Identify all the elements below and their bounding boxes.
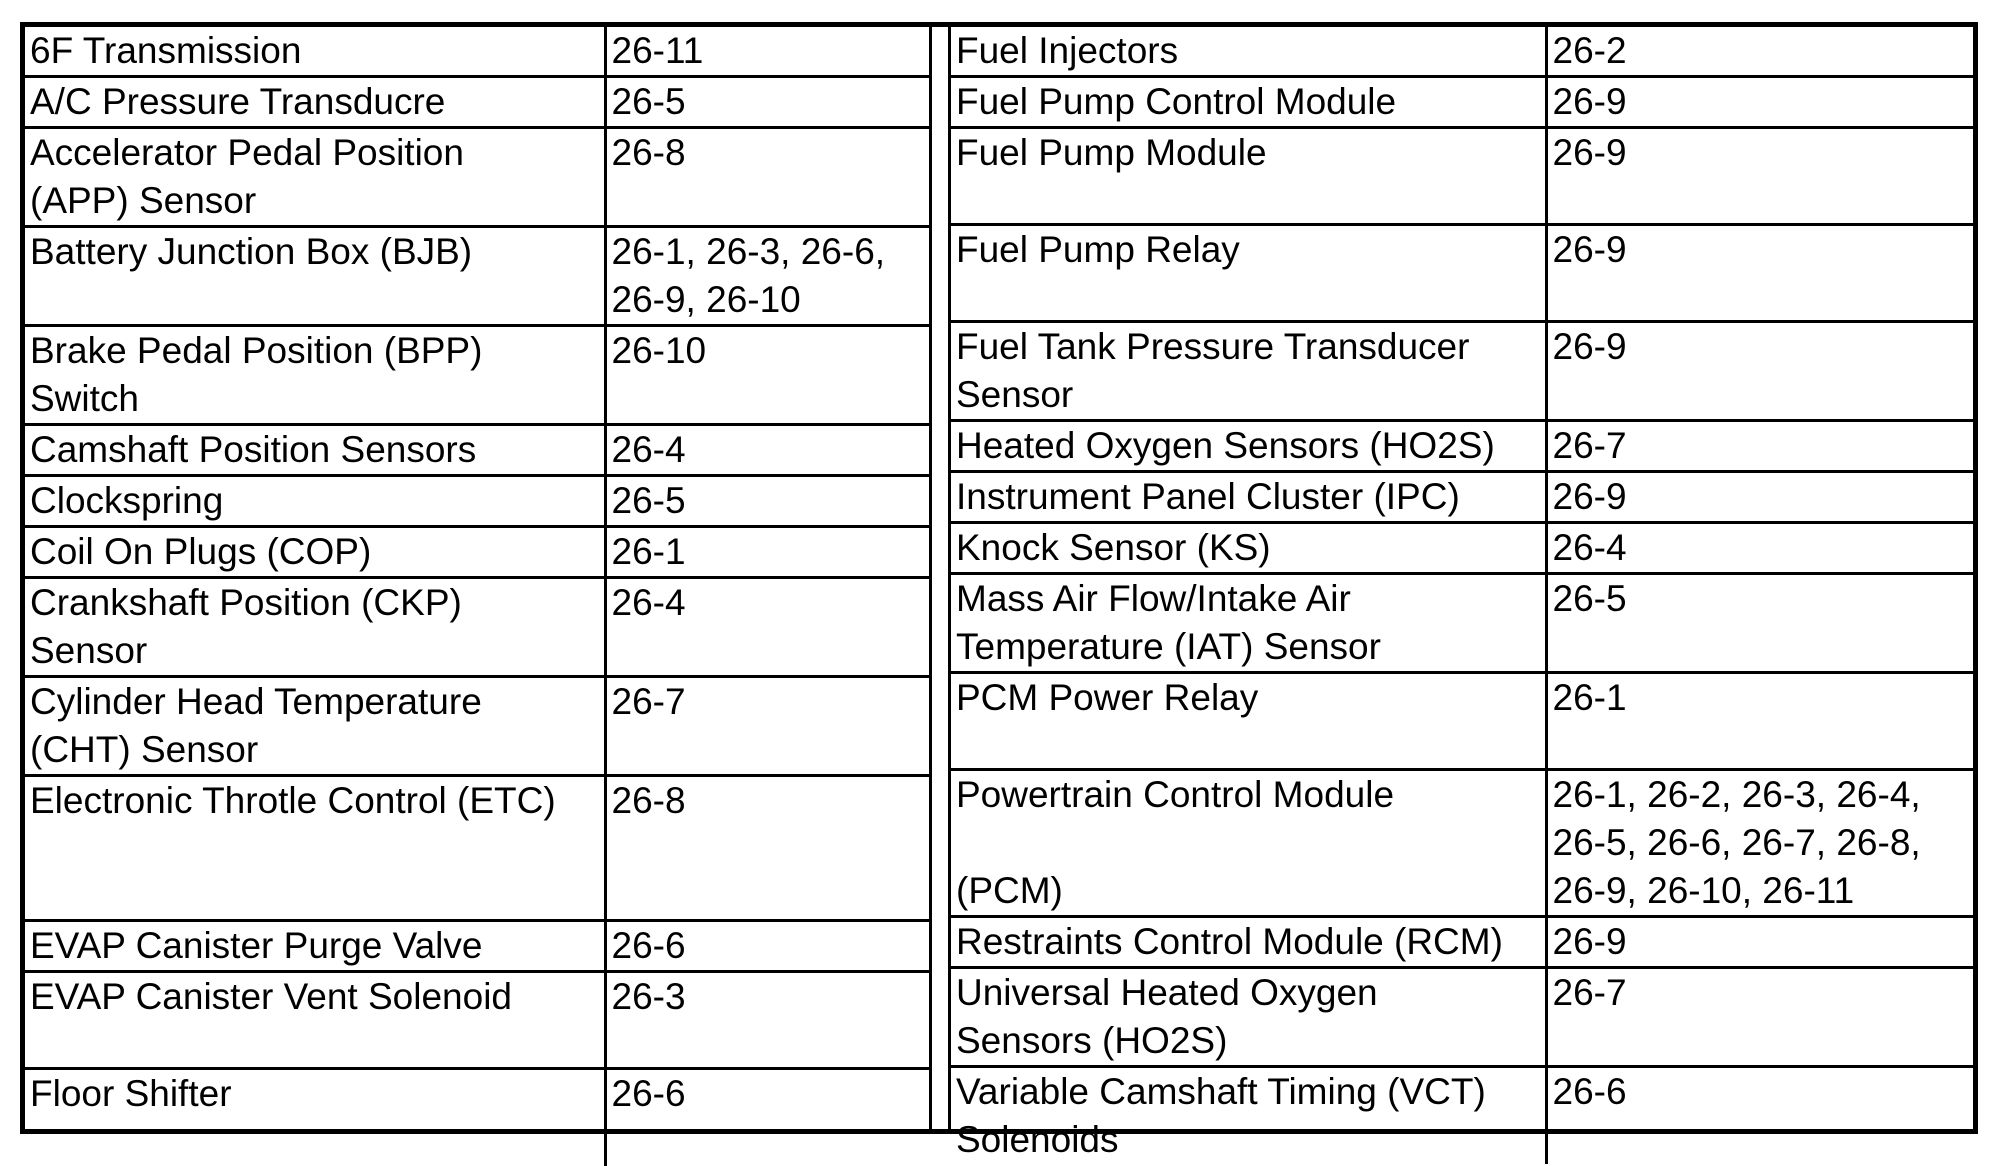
component-name-cell <box>951 225 1546 322</box>
component-name: Sensors (HO2S) <box>956 1020 1228 1061</box>
index-left-half <box>25 27 929 1129</box>
component-name: Coil On Plugs (COP) <box>30 531 372 572</box>
column-gutter <box>929 27 951 1129</box>
component-name: 6F Transmission <box>30 30 302 71</box>
page-reference-cell <box>605 972 929 1069</box>
table-row <box>25 27 929 77</box>
component-name: Fuel Pump Relay <box>956 229 1240 270</box>
component-name-cell <box>25 527 605 578</box>
page-reference: 26-4 <box>611 429 686 470</box>
component-name: (CHT) Sensor <box>30 729 259 770</box>
component-name-cell <box>951 523 1546 574</box>
component-name-cell <box>951 968 1546 1067</box>
page-reference: 26-8 <box>611 132 686 173</box>
component-name: Restraints Control Module (RCM) <box>956 921 1503 962</box>
component-name: PCM Power Relay <box>956 677 1259 718</box>
table-row <box>951 917 1973 968</box>
table-row <box>951 1067 1973 1165</box>
page-reference-cell <box>605 921 929 972</box>
table-row <box>25 776 929 921</box>
table-row <box>25 972 929 1069</box>
table-row <box>951 27 1973 77</box>
component-name: Sensor <box>30 630 148 671</box>
component-name: Mass Air Flow/Intake Air <box>956 578 1351 619</box>
table-row <box>25 476 929 527</box>
component-name: Sensor <box>956 374 1074 415</box>
page-reference-cell <box>1546 27 1973 77</box>
component-name: Electronic Throtle Control (ETC) <box>30 780 556 821</box>
component-name: Temperature (IAT) Sensor <box>956 626 1381 667</box>
page-reference-cell <box>1546 1067 1973 1165</box>
page-reference-cell <box>1546 917 1973 968</box>
component-name-cell <box>25 578 605 677</box>
component-name: EVAP Canister Vent Solenoid <box>30 976 512 1017</box>
component-name-cell <box>25 476 605 527</box>
component-name-cell <box>25 326 605 425</box>
component-name-cell <box>951 77 1546 128</box>
page-reference-cell <box>605 776 929 921</box>
page-reference-cell <box>1546 77 1973 128</box>
table-row <box>25 77 929 128</box>
table-row <box>25 227 929 326</box>
component-name: Fuel Pump Module <box>956 132 1267 173</box>
component-name: Crankshaft Position (CKP) <box>30 582 462 623</box>
component-name-cell <box>25 776 605 921</box>
page-reference-cell <box>605 425 929 476</box>
table-row <box>25 677 929 776</box>
page-reference: 26-9, 26-10 <box>611 279 801 320</box>
page-reference: 26-9 <box>1552 476 1627 517</box>
table-row <box>25 425 929 476</box>
page-reference: 26-9, 26-10, 26-11 <box>1552 870 1855 911</box>
table-row <box>951 968 1973 1067</box>
page-reference: 26-1 <box>1552 677 1627 718</box>
component-name-cell <box>25 128 605 227</box>
component-name-cell <box>25 425 605 476</box>
component-name-cell <box>951 421 1546 472</box>
page-reference: 26-9 <box>1552 921 1627 962</box>
component-name: Fuel Pump Control Module <box>956 81 1397 122</box>
component-name: Camshaft Position Sensors <box>30 429 477 470</box>
table-row <box>25 578 929 677</box>
page-reference: 26-10 <box>611 330 707 371</box>
page-reference-cell <box>1546 472 1973 523</box>
page-reference-cell <box>1546 968 1973 1067</box>
component-name: Variable Camshaft Timing (VCT) <box>956 1071 1486 1112</box>
component-name-cell <box>951 770 1546 917</box>
page-reference-cell <box>605 77 929 128</box>
page-reference-cell <box>1546 128 1973 225</box>
page-reference-cell <box>605 128 929 227</box>
page-reference: 26-6 <box>611 925 686 966</box>
page-reference: 26-7 <box>611 681 686 722</box>
component-name-cell <box>25 77 605 128</box>
component-name-cell <box>951 128 1546 225</box>
component-name: Battery Junction Box (BJB) <box>30 231 473 272</box>
component-name: Fuel Tank Pressure Transducer <box>956 326 1470 367</box>
component-name: Accelerator Pedal Position <box>30 132 464 173</box>
component-name-cell <box>951 574 1546 673</box>
table-row <box>25 527 929 578</box>
component-name: Instrument Panel Cluster (IPC) <box>956 476 1460 517</box>
component-name-cell <box>951 1067 1546 1165</box>
table-row <box>25 1069 929 1166</box>
page-reference-cell <box>1546 322 1973 421</box>
page-reference-cell <box>605 326 929 425</box>
page-reference: 26-5 <box>611 81 686 122</box>
component-name: Solenoids <box>956 1119 1119 1160</box>
component-name: Brake Pedal Position (BPP) <box>30 330 483 371</box>
table-row <box>951 322 1973 421</box>
component-name: (PCM) <box>956 870 1063 911</box>
page-reference: 26-5 <box>1552 578 1627 619</box>
table-row <box>951 574 1973 673</box>
page-reference: 26-8 <box>611 780 686 821</box>
component-name: Knock Sensor (KS) <box>956 527 1271 568</box>
component-name: Clockspring <box>30 480 224 521</box>
page-reference: 26-3 <box>611 976 686 1017</box>
page-reference: 26-1, 26-2, 26-3, 26-4, <box>1552 774 1921 815</box>
table-row <box>951 770 1973 917</box>
page-reference-cell <box>1546 421 1973 472</box>
page-reference-cell <box>1546 574 1973 673</box>
component-name: (APP) Sensor <box>30 180 257 221</box>
table-row <box>951 128 1973 225</box>
component-name: Powertrain Control Module <box>956 774 1395 815</box>
component-name-cell <box>25 1069 605 1166</box>
component-name-cell <box>951 673 1546 770</box>
component-name-cell <box>25 227 605 326</box>
page-reference: 26-5 <box>611 480 686 521</box>
table-row <box>25 326 929 425</box>
page-reference-cell <box>605 227 929 326</box>
component-name-cell <box>951 322 1546 421</box>
page-reference-cell <box>1546 523 1973 574</box>
component-name-cell <box>25 921 605 972</box>
page-reference: 26-9 <box>1552 132 1627 173</box>
index-table-right <box>951 27 1973 1164</box>
component-name-cell <box>25 677 605 776</box>
page-reference: 26-7 <box>1552 425 1627 466</box>
table-row <box>951 77 1973 128</box>
component-name-cell <box>25 27 605 77</box>
component-name: Switch <box>30 378 139 419</box>
component-name: A/C Pressure Transducre <box>30 81 446 122</box>
page-reference-cell <box>605 1069 929 1166</box>
page-reference: 26-9 <box>1552 326 1627 367</box>
component-name-cell <box>951 472 1546 523</box>
page-reference-cell <box>605 578 929 677</box>
component-name: Heated Oxygen Sensors (HO2S) <box>956 425 1495 466</box>
table-row <box>951 421 1973 472</box>
page-reference: 26-5, 26-6, 26-7, 26-8, <box>1552 822 1921 863</box>
page-reference: 26-9 <box>1552 81 1627 122</box>
index-table-left <box>25 27 929 1166</box>
component-index-table <box>20 22 1978 1160</box>
component-name-cell <box>951 917 1546 968</box>
component-name-cell <box>951 27 1546 77</box>
page-reference: 26-4 <box>1552 527 1627 568</box>
table-row <box>25 921 929 972</box>
page-reference-cell <box>1546 225 1973 322</box>
component-name: Floor Shifter <box>30 1073 232 1114</box>
page-reference: 26-1, 26-3, 26-6, <box>611 231 886 272</box>
page-reference: 26-11 <box>611 30 704 71</box>
table-row <box>951 472 1973 523</box>
index-right-half <box>951 27 1973 1160</box>
page-reference-cell <box>605 476 929 527</box>
table-row <box>951 225 1973 322</box>
page-reference-cell <box>1546 770 1973 917</box>
page-reference: 26-1 <box>611 531 686 572</box>
component-name: Universal Heated Oxygen <box>956 972 1378 1013</box>
component-name: Cylinder Head Temperature <box>30 681 482 722</box>
page-reference-cell <box>1546 673 1973 770</box>
page-reference-cell <box>605 527 929 578</box>
page-reference-cell <box>605 677 929 776</box>
page-reference: 26-2 <box>1552 30 1627 71</box>
table-row <box>951 673 1973 770</box>
page-reference: 26-6 <box>1552 1071 1627 1112</box>
table-row <box>25 128 929 227</box>
component-name: Fuel Injectors <box>956 30 1179 71</box>
page-reference: 26-9 <box>1552 229 1627 270</box>
table-row <box>951 523 1973 574</box>
page-reference: 26-7 <box>1552 972 1627 1013</box>
component-name-cell <box>25 972 605 1069</box>
page-reference: 26-6 <box>611 1073 686 1114</box>
component-name: EVAP Canister Purge Valve <box>30 925 483 966</box>
page-reference: 26-4 <box>611 582 686 623</box>
page-reference-cell <box>605 27 929 77</box>
